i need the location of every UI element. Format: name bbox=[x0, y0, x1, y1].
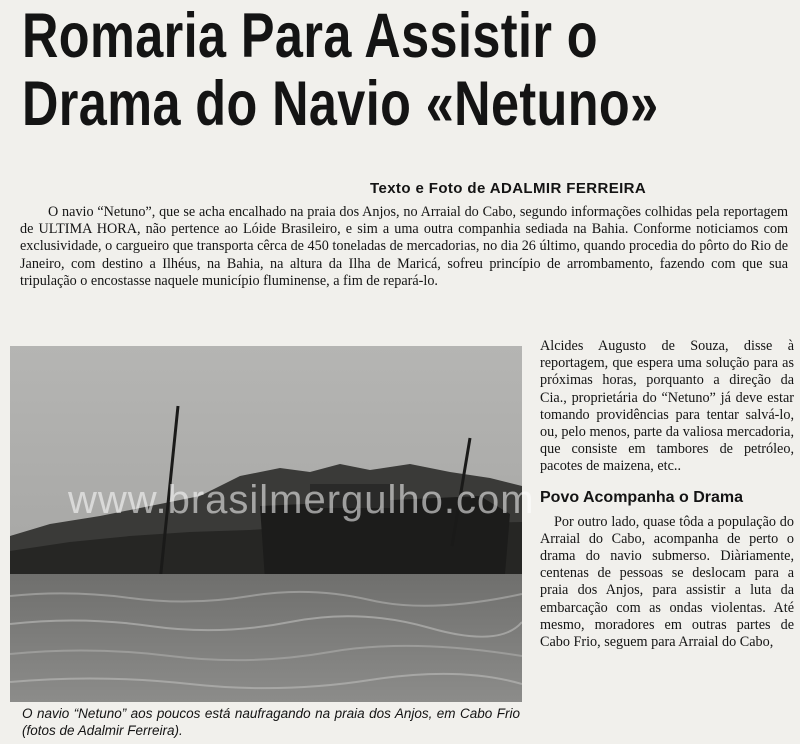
byline: Texto e Foto de ADALMIR FERREIRA bbox=[370, 180, 647, 197]
headline bbox=[22, 1, 659, 139]
photo-caption: O navio “Netuno” aos poucos está naufragando na praia dos Anjos, em Cabo Frio (fotos de Adalmir Ferreira). bbox=[22, 706, 520, 738]
right-column bbox=[540, 338, 794, 651]
headline-line-2: Drama do Navio «Netuno» bbox=[22, 69, 659, 139]
lead-paragraph: O navio “Netuno”, que se acha encalhado na praia dos Anjos, no Arraial do Cabo, segundo informações colhidas pela reportagem de ULTIMA HORA, não pertence ao Lóide Brasileiro, e sim a uma outra companhia sediada na Bahia. Conforme noticiamos com exclusividade, o cargueiro que transporta cêrca de 450 toneladas de mercadorias, no dia 26 último, quando procedia do pôrto do Rio de Janeiro, com destino a Ilhéus, na Bahia, na altura da Ilha de Maricá, sofreu princípio de arrombamento, fazendo com que sua tripulação o encostasse naquele município fluminense, a fim de repará-lo. bbox=[20, 204, 788, 289]
column-paragraph-2: Por outro lado, quase tôda a população do Arraial do Cabo, acompanha de perto o drama do navio submerso. Diàriamente, centenas de pessoas se deslocam para a praia dos Anjos, para assistir a luta da embarcação com as ondas violentas. Até mesmo, moradores em outras partes de Cabo Frio, seguem para Arraial do Cabo, bbox=[540, 513, 794, 651]
watermark: www.brasilmergulho.com bbox=[68, 478, 535, 522]
column-paragraph-1: Alcides Augusto de Souza, disse à reportagem, que espera uma solução para as próximas horas, porquanto a direção da Cia., proprietária do “Netuno” já deve estar tomando providências para tentar salvá-lo, ou, pelo menos, parte da valiosa mercadoria, que consiste em tambores de petróleo, pacotes de maizena, etc.. bbox=[540, 338, 794, 475]
headline-line-1: Romaria Para Assistir o bbox=[22, 1, 598, 71]
ship-photo bbox=[10, 346, 522, 702]
subhead: Povo Acompanha o Drama bbox=[540, 488, 744, 506]
